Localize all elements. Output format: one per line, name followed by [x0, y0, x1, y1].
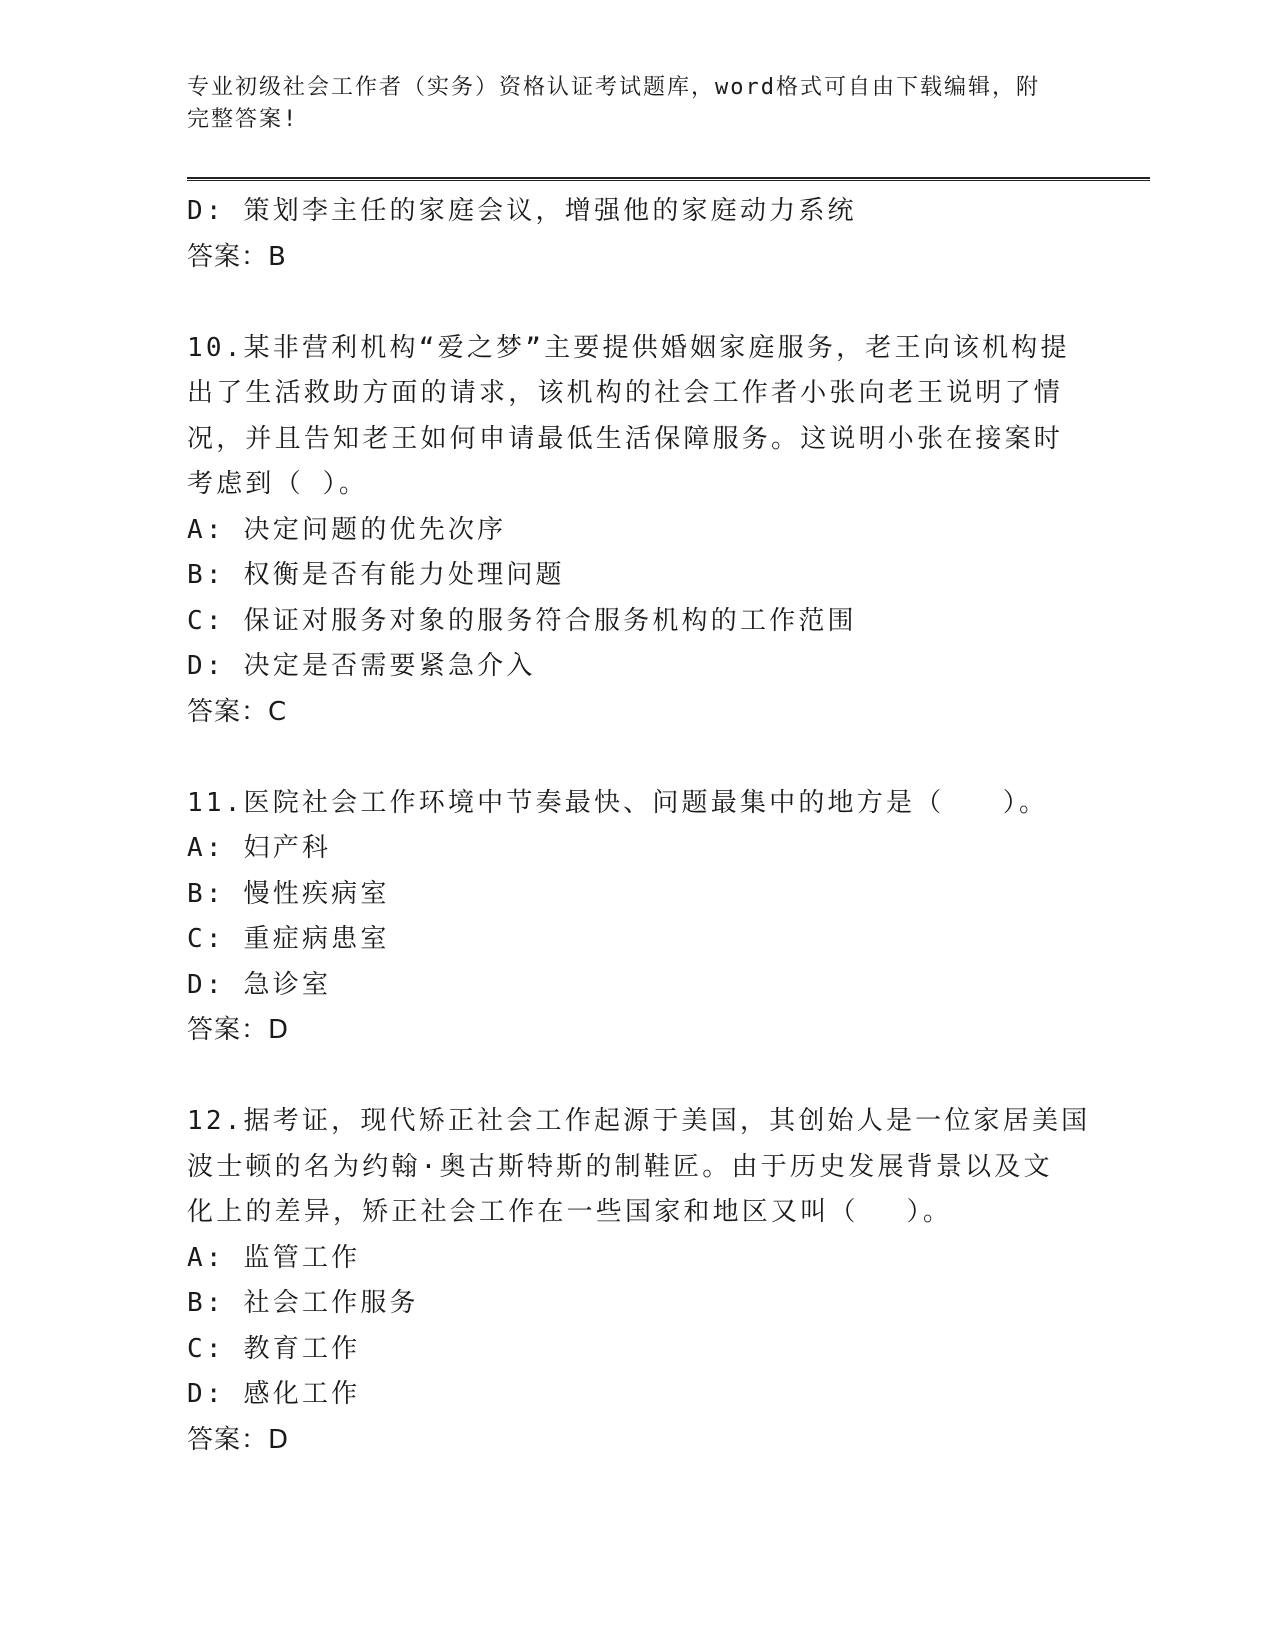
- question-12: [187, 1099, 1091, 1463]
- header-divider: [187, 177, 1150, 181]
- stem-line: 出了生活救助方面的请求，该机构的社会工作者小张向老王说明了情: [187, 378, 1064, 408]
- document-header: [187, 72, 1147, 136]
- option-b: B: 权衡是否有能力处理问题: [187, 560, 565, 590]
- option-b: B: 社会工作服务: [187, 1288, 419, 1318]
- header-line-1: 专业初级社会工作者（实务）资格认证考试题库，word格式可自由下载编辑，附: [187, 75, 1040, 100]
- option-b: B: 慢性疾病室: [187, 878, 390, 909]
- option-d: D: 策划李主任的家庭会议，增强他的家庭动力系统: [187, 196, 857, 226]
- option-a: A: 妇产科: [187, 833, 332, 863]
- stem-line: 12.据考证，现代矫正社会工作起源于美国，其创始人是一位家居美国: [187, 1106, 1091, 1136]
- option-a: A: 决定问题的优先次序: [187, 514, 507, 545]
- option-c: C: 保证对服务对象的服务符合服务机构的工作范围: [187, 605, 857, 636]
- option-d: D: 急诊室: [187, 969, 332, 1000]
- question-stem: [187, 326, 1087, 508]
- answer: 答案：C: [187, 696, 288, 727]
- question-stem: [187, 781, 1087, 827]
- option-c: C: 教育工作: [187, 1333, 361, 1364]
- stem-line: 10.某非营利机构“爱之梦”主要提供婚姻家庭服务，老王向该机构提: [187, 332, 1070, 363]
- answer: 答案：D: [187, 1424, 290, 1455]
- option-c: C: 重症病患室: [187, 924, 390, 954]
- answer: 答案：B: [187, 241, 287, 272]
- previous-question-tail: [187, 189, 1087, 280]
- document-body: [187, 189, 1091, 1463]
- answer: 答案：D: [187, 1015, 290, 1045]
- stem-line: 波士顿的名为约翰·奥古斯特斯的制鞋匠。由于历史发展背景以及文: [187, 1151, 1053, 1182]
- spacer: [187, 735, 1087, 781]
- stem-line: 考虑到（ ）。: [187, 469, 369, 499]
- option-a: A: 监管工作: [187, 1242, 361, 1273]
- stem-line: 11.医院社会工作环境中节奏最快、问题最集中的地方是（ ）。: [187, 787, 1049, 818]
- stem-line: 化上的差异，矫正社会工作在一些国家和地区又叫（ ）。: [187, 1197, 953, 1227]
- question-11: [187, 781, 1087, 1054]
- option-d: D: 感化工作: [187, 1379, 361, 1409]
- spacer: [187, 1054, 1087, 1100]
- header-line-2: 完整答案!: [187, 107, 299, 132]
- question-10: [187, 326, 1087, 736]
- spacer: [187, 280, 1087, 326]
- question-stem: [187, 1099, 1091, 1236]
- option-d: D: 决定是否需要紧急介入: [187, 651, 536, 681]
- stem-line: 况，并且告知老王如何申请最低生活保障服务。这说明小张在接案时: [187, 423, 1064, 454]
